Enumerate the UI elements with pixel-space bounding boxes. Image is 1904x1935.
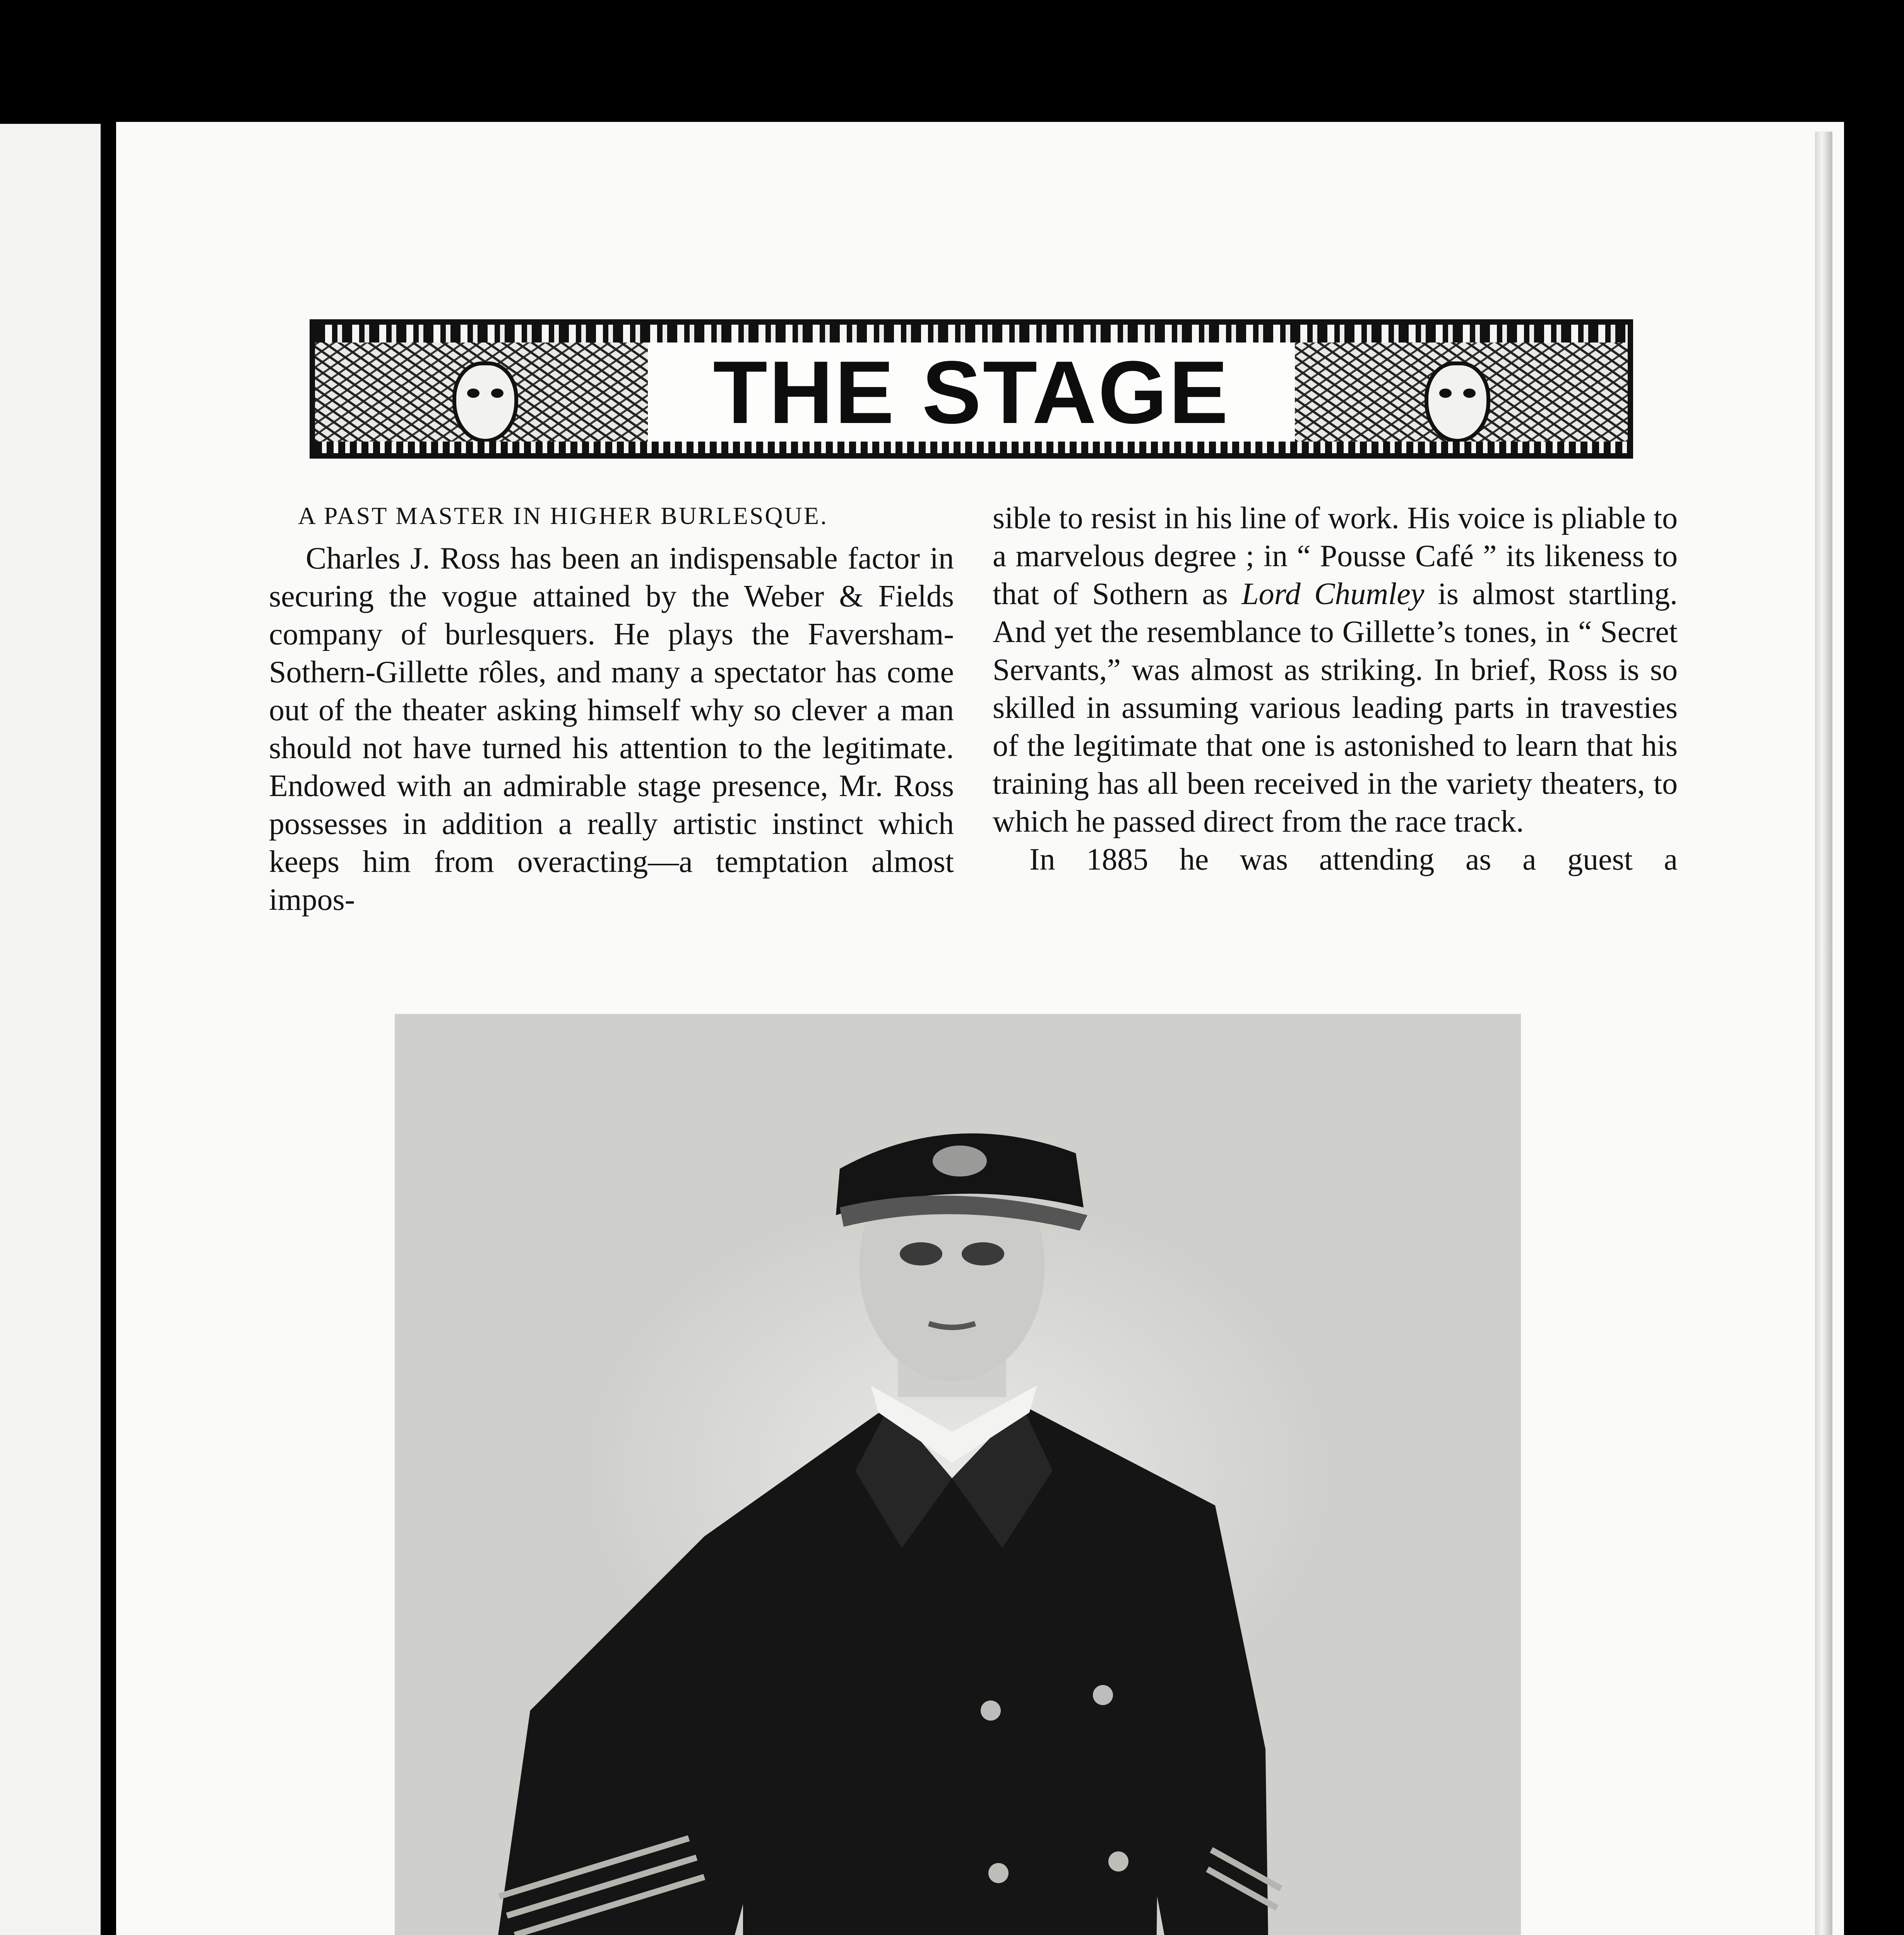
article-column-right: [993, 499, 1678, 878]
comedy-mask-icon: [452, 361, 518, 443]
portrait-figure: [395, 1014, 1521, 1935]
article-text: sible to resist in his line of work. His voice is pliable to a marvelous degree ; in “ Pousse Café ” its likeness to that of Sothern as: [993, 501, 1678, 611]
page-edge-shadow: [1815, 132, 1832, 1935]
facing-page-edge: [0, 124, 101, 1935]
article-paragraph-1-continued: [993, 499, 1678, 841]
article-italic-title: Lord Chumley: [1241, 577, 1425, 611]
banner-border-bottom: [315, 442, 1628, 453]
article-column-left: [269, 499, 954, 919]
section-banner: [310, 319, 1633, 459]
banner-border-top: [315, 325, 1628, 342]
tragedy-mask-icon: [1425, 361, 1490, 443]
article-paragraph-1: Charles J. Ross has been an indispensable factor in securing the vogue attained by the Weber & Fields company of burlesquers. He plays the Faversham-Sothern-Gillette rôles, and many a spectator has come out of the theater asking himself why so clever a man should not have turned his attention to the legitimate. Endowed with an admirable stage presence, Mr. Ross possesses in addition a really artistic instinct which keeps him from overacting—a temptation almost impos-: [269, 541, 954, 917]
banner-title: THE STAGE: [713, 342, 1230, 442]
portrait-photo: [395, 1014, 1521, 1935]
article-heading: A PAST MASTER IN HIGHER BURLESQUE.: [298, 502, 828, 529]
article-text: is almost startling. And yet the resemblance to Gillette’s tones, in “ Secret Servants,” was almost as striking. In brief, Ross is so skilled in assuming various leading parts in travesties of the legitimate that one is astonished to learn that his training has all been received in the variety theaters, to which he passed direct from the race track.: [993, 577, 1678, 839]
article-paragraph-2: In 1885 he was attending as a guest a: [1029, 842, 1678, 877]
